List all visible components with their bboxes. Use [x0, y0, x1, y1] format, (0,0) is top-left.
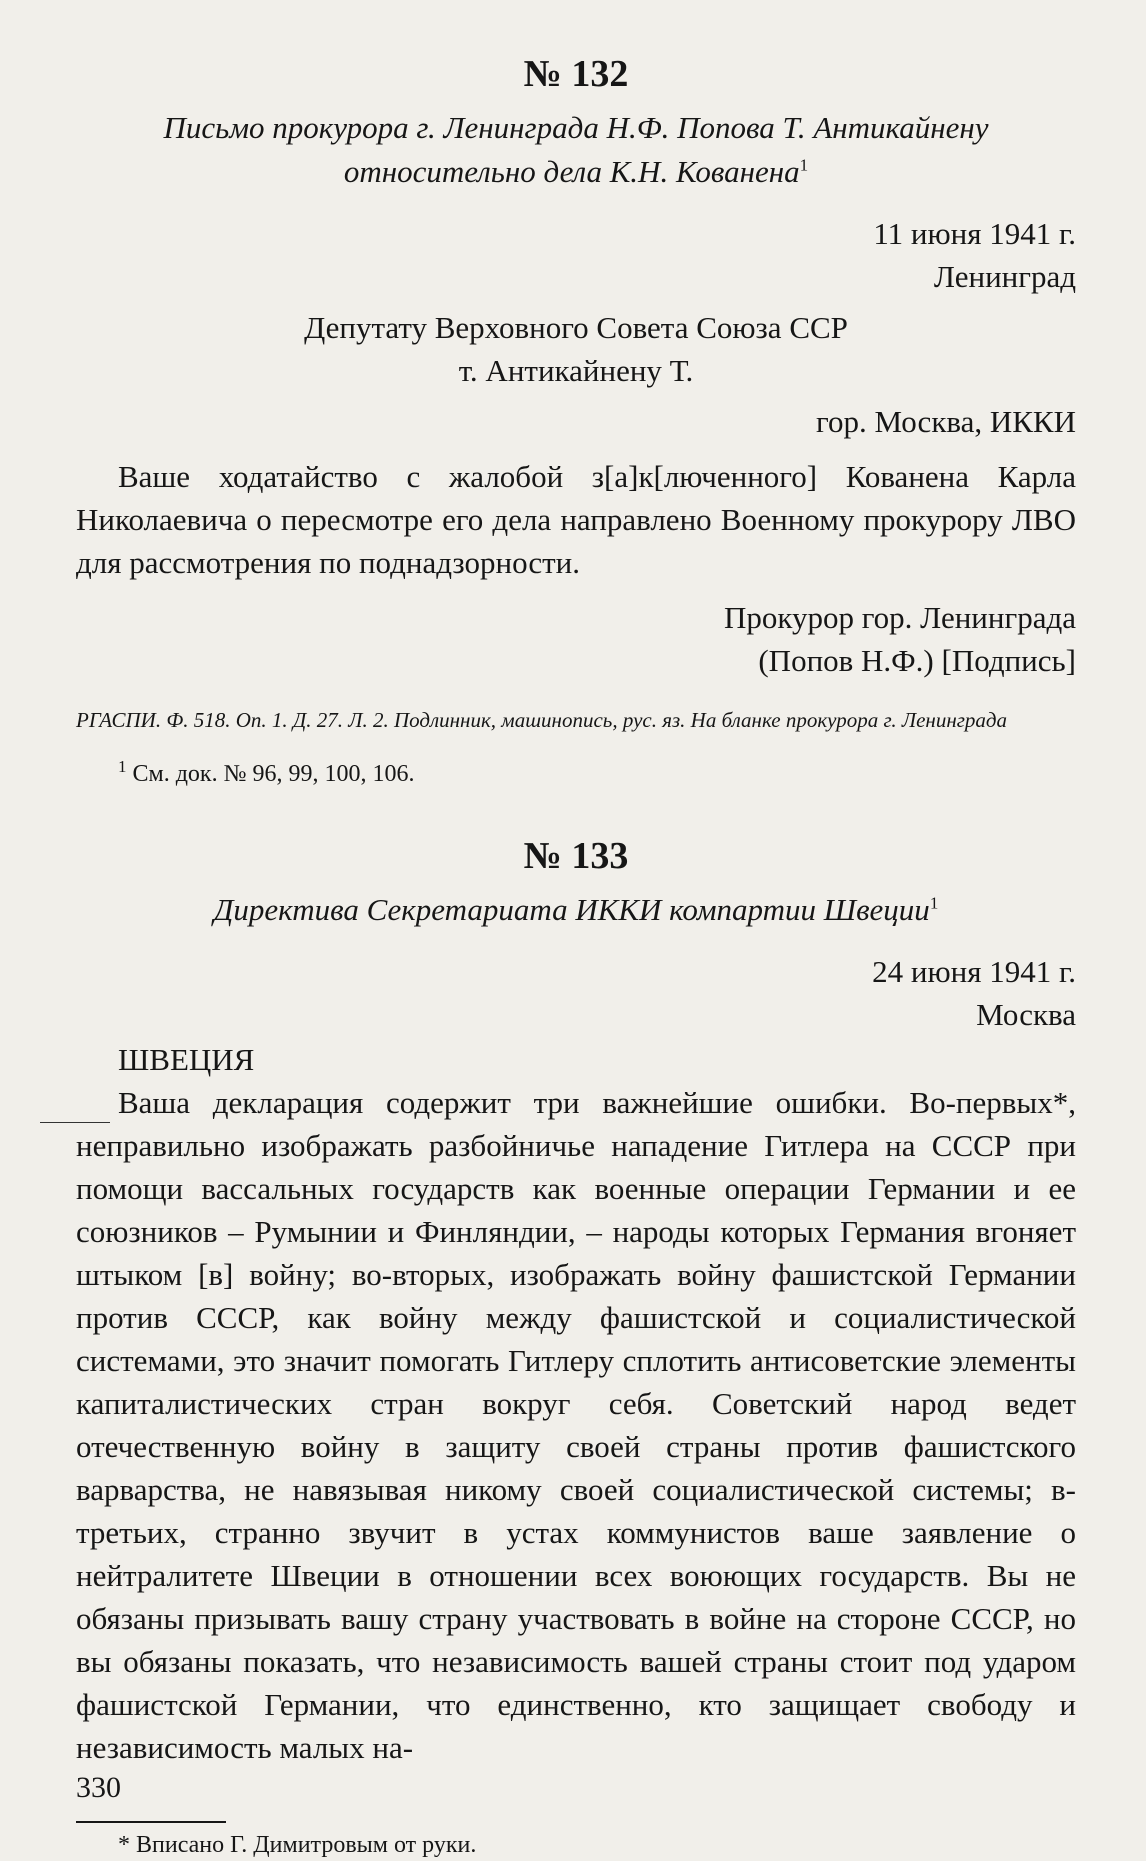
addressee-line1: Депутату Верховного Совета Союза ССР: [304, 310, 848, 345]
document-title-line2: относительно дела К.Н. Кованена: [343, 154, 800, 189]
country-heading: ШВЕЦИЯ: [118, 1042, 255, 1077]
footnote-star: * Вписано Г. Димитровым от руки.: [118, 1832, 477, 1858]
letter-body: Ваше ходатайство с жалобой з[а]к[люченного] Кованена Карла Николаевича о пересмотре его дела направлено Военному прокурору ЛВО для рассмотрения по поднадзорности.: [76, 459, 1076, 580]
document-title-line1: Письмо прокурора г. Ленинграда Н.Ф. Попова Т. Антикайнену: [163, 110, 989, 145]
footnote-text: См. док. № 96, 99, 100, 106.: [126, 761, 415, 787]
footnote-divider: [76, 1821, 226, 1823]
margin-mark: [40, 1122, 110, 1123]
document-132: [76, 52, 1076, 790]
footnote-number: 1: [118, 757, 127, 776]
addressee-line2: т. Антикайнену Т.: [458, 353, 694, 388]
document-place: Ленинград: [933, 259, 1076, 294]
footnote-1: [118, 758, 1076, 790]
document-title-text: Директива Секретариата ИККИ компартии Швеции: [213, 892, 930, 927]
document-date: 11 июня 1941 г.: [873, 216, 1076, 251]
directive-body: Ваша декларация содержит три важнейшие ошибки. Во-первых*, неправильно изображать разбойничье нападение Гитлера на СССР при помощи вассальных государств как военные операции Германии и ее союзников – Румынии и Финляндии, – народы которых Германия вгоняет штыком [в] войну; во-вторых, изображать войну фашистской Германии против СССР, как войну между фашистской и социалистической системами, это значит помогать Гитлеру сплотить антисоветские элементы капиталистических стран вокруг себя. Советский народ ведет отечественную войну в защиту своей страны против фашистского варварства, не навязывая никому своей социалистической системы; в-третьих, странно звучит в устах коммунистов ваше заявление о нейтралитете Швеции в отношении всех воюющих государств. Вы не обязаны призывать вашу страну участвовать в войне на стороне СССР, но вы обязаны показать, что независимость вашей страны стоит под ударом фашистской Германии, что единственно, кто защищает свободу и независимость малых на-: [76, 1085, 1076, 1765]
document-place: Москва: [976, 997, 1076, 1032]
archive-source-note: РГАСПИ. Ф. 518. Оп. 1. Д. 27. Л. 2. Подлинник, машинопись, рус. яз. На бланке прокурора г. Ленинграда: [76, 708, 1008, 732]
footnote-mark: 1: [929, 893, 939, 913]
footnote-mark: 1: [799, 155, 809, 175]
signature-name: (Попов Н.Ф.) [Подпись]: [758, 643, 1076, 678]
addressee-block: [76, 306, 1076, 443]
addressee-city: гор. Москва, ИККИ: [816, 404, 1076, 439]
document-date: 24 июня 1941 г.: [872, 954, 1076, 989]
document-title: [76, 888, 1076, 932]
document-number: № 132: [523, 53, 629, 95]
signature-title: Прокурор гор. Ленинграда: [723, 600, 1076, 635]
document-title: [76, 106, 1076, 194]
document-number: № 133: [523, 835, 629, 877]
document-133: [76, 834, 1076, 1861]
page-number: 330: [76, 1771, 121, 1804]
book-page: [76, 52, 1076, 1861]
